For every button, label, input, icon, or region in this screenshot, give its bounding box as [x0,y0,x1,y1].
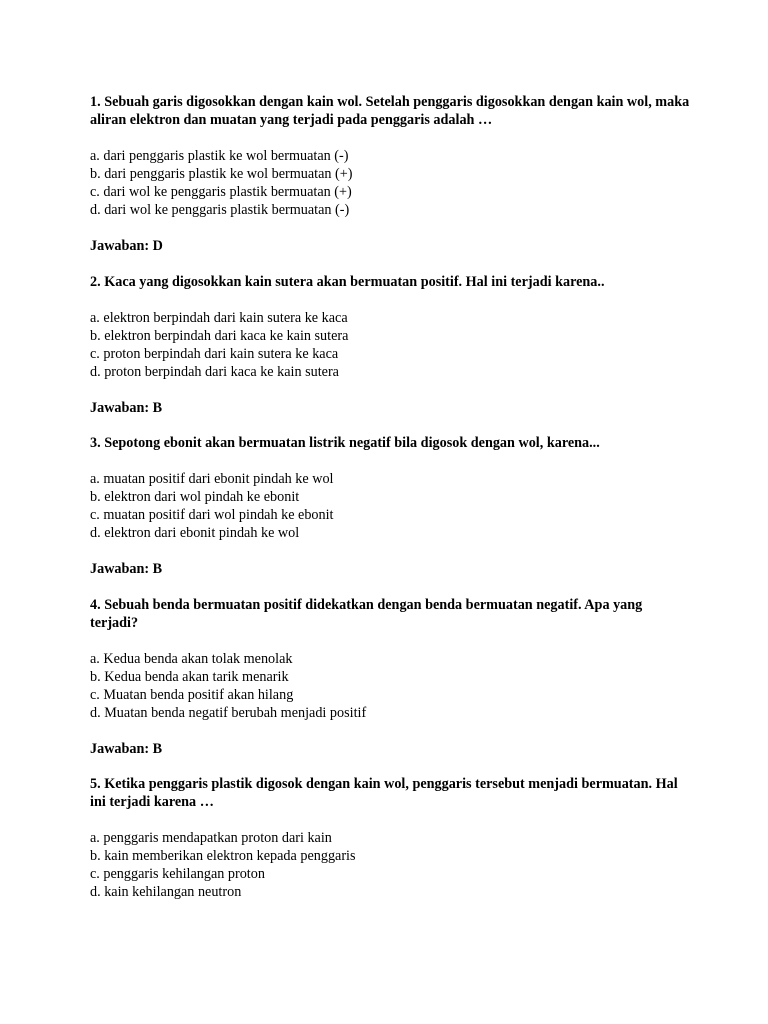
answer-text: Jawaban: B [90,561,163,577]
question-block-3 [90,434,690,578]
option-b: b. kain memberikan elektron kepada penggaris [90,848,356,864]
option-b: b. Kedua benda akan tarik menarik [90,668,289,685]
question-block-2 [90,273,690,417]
question-block-1 [90,93,690,255]
option-b: b. elektron dari wol pindah ke ebonit [90,489,300,505]
question-text: 3. Sepotong ebonit akan bermuatan listrik negatif bila digosok dengan wol, karena... [90,435,600,451]
option-b: b. elektron berpindah dari kaca ke kain sutera [90,327,349,344]
option-d: d. dari wol ke penggaris plastik bermuatan (-) [90,202,350,218]
option-c: c. dari wol ke penggaris plastik bermuatan (+) [90,184,352,200]
answer-text: Jawaban: B [90,740,163,757]
question-text: 5. Ketika penggaris plastik digosok dengan kain wol, penggaris tersebut menjadi bermuatan. Hal ini terjadi karena … [90,776,678,810]
question-text: 2. Kaca yang digosokkan kain sutera akan bermuatan positif. Hal ini terjadi karena.. [90,273,605,290]
question-block-5 [90,775,690,901]
option-c: c. muatan positif dari wol pindah ke ebonit [90,507,334,523]
option-a: a. muatan positif dari ebonit pindah ke wol [90,471,334,487]
option-list [90,829,690,901]
option-list [90,650,690,722]
option-list [90,470,690,542]
option-d: d. kain kehilangan neutron [90,884,242,900]
question-text: 1. Sebuah garis digosokkan dengan kain wol. Setelah penggaris digosokkan dengan kain wol, maka aliran elektron dan muatan yang terjadi pada penggaris adalah … [90,94,690,128]
question-block-4 [90,596,690,758]
option-d: d. proton berpindah dari kaca ke kain sutera [90,363,339,380]
option-a: a. Kedua benda akan tolak menolak [90,650,293,667]
option-a: a. elektron berpindah dari kain sutera ke kaca [90,309,348,326]
option-a: a. penggaris mendapatkan proton dari kain [90,830,332,846]
option-list [90,147,690,219]
option-c: c. Muatan benda positif akan hilang [90,686,294,703]
answer-text: Jawaban: D [90,238,163,254]
option-b: b. dari penggaris plastik ke wol bermuatan (+) [90,166,353,182]
document-page [90,93,690,919]
option-d: d. Muatan benda negatif berubah menjadi positif [90,704,367,721]
question-text: 4. Sebuah benda bermuatan positif didekatkan dengan benda bermuatan negatif. Apa yang terjadi? [90,596,643,631]
option-list [90,309,690,381]
answer-text: Jawaban: B [90,399,163,416]
option-c: c. penggaris kehilangan proton [90,866,265,882]
option-c: c. proton berpindah dari kain sutera ke kaca [90,345,339,362]
option-a: a. dari penggaris plastik ke wol bermuatan (-) [90,148,349,164]
option-d: d. elektron dari ebonit pindah ke wol [90,525,300,541]
